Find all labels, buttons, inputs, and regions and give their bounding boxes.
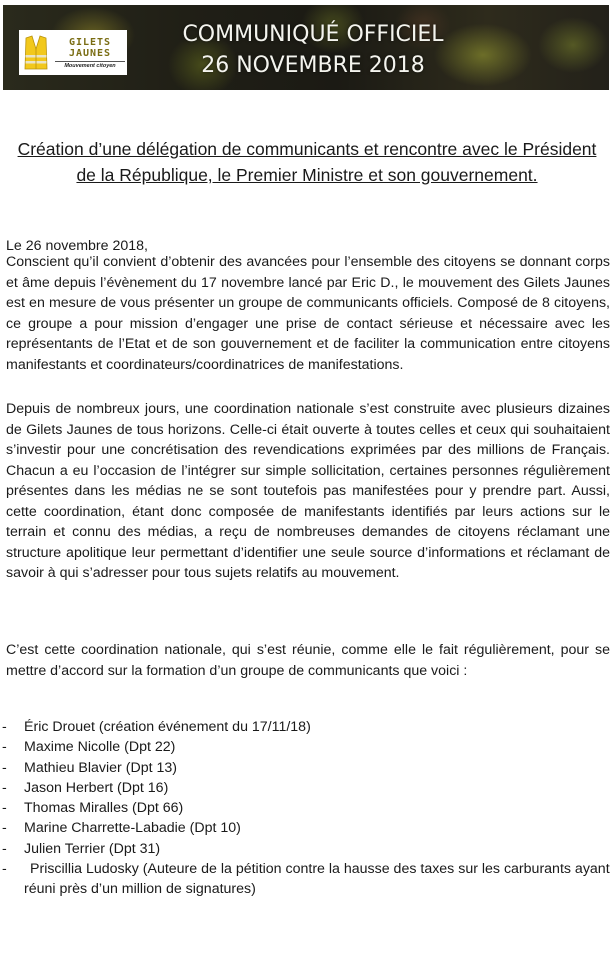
list-item — [0, 839, 610, 859]
list-marker: - — [2, 800, 7, 817]
gilets-jaunes-logo — [19, 30, 127, 75]
banner-title-line2: 26 NOVEMBRE 2018 — [201, 53, 425, 78]
member-name: Thomas Miralles (Dpt 66) — [24, 800, 184, 817]
yellow-vest-icon — [23, 35, 49, 71]
banner-title — [148, 19, 478, 81]
date-line: Le 26 novembre 2018, — [6, 238, 148, 254]
list-item — [0, 717, 610, 737]
list-item — [0, 798, 610, 818]
members-list — [0, 717, 610, 900]
list-item — [0, 859, 610, 900]
list-item — [0, 818, 610, 838]
list-item — [0, 778, 610, 798]
logo-line2: JAUNES — [68, 47, 112, 59]
list-marker: - — [2, 861, 7, 878]
paragraph-list-intro: C’est cette coordination nationale, qui s’est réunie, comme elle le fait régulièrement, pour se mettre d’accord sur la formation d’un groupe de communicants que voici : — [6, 642, 610, 679]
member-name: Jason Herbert (Dpt 16) — [24, 779, 169, 796]
member-name: Maxime Nicolle (Dpt 22) — [24, 739, 176, 756]
member-name: Éric Drouet (création événement du 17/11/18) — [24, 719, 311, 735]
logo-line1: GILETS — [68, 36, 112, 48]
header-banner — [3, 5, 609, 90]
member-name: Julien Terrier (Dpt 31) — [24, 840, 161, 857]
list-marker: - — [2, 759, 7, 776]
list-marker: - — [2, 719, 7, 735]
logo-tagline: Mouvement citoyen — [55, 61, 125, 69]
paragraph-coordination: Depuis de nombreux jours, une coordination nationale s’est construite avec plusieurs dizaines de Gilets Jaunes de tous horizons. Celle-ci était ouverte à toutes celles et ceux qui souhaitaient s’investir pour une concrétisation des revendications exprimées par des millions de Français. Chacun a eu l’occasion de l’intégrer sur simple sollicitation, certaines personnes régulièrement présentes dans les médias ne se sont toutefois pas manifestées pour y prendre part. Aussi, cette coordination, étant donc composée de manifestants identifiés par leurs actions sur le terrain et connu des médias, a reçu de nombreuses demandes de citoyens réclamant une structure apolitique leur permettant d’identifier une seule source d’informations et réclamant de savoir à qui s’adresser pour tous sujets relatifs au mouvement. — [6, 401, 610, 581]
list-marker: - — [2, 820, 7, 837]
document-heading: Création d’une délégation de communicants et rencontre avec le Président de la République, le Premier Ministre et son gouvernement. — [17, 139, 597, 185]
member-name: Priscillia Ludosky (Auteure de la pétition contre la hausse des taxes sur les carburants ayant réuni près d’un million de signatures) — [24, 861, 610, 898]
list-marker: - — [2, 739, 7, 756]
member-name: Mathieu Blavier (Dpt 13) — [24, 759, 177, 776]
list-marker: - — [2, 840, 7, 857]
list-item — [0, 758, 610, 778]
list-item — [0, 737, 610, 757]
paragraph-intro: Conscient qu’il convient d’obtenir des avancées pour l’ensemble des citoyens se donnant corps et âme depuis l’évènement du 17 novembre lancé par Eric D., le mouvement des Gilets Jaunes est en mesure de vous présenter un groupe de communicants officiels. Composé de 8 citoyens, ce groupe a pour mission d’engager une prise de contact sérieuse et nécessaire avec les représentants de l’Etat et de son gouvernement et de faciliter la communication entre citoyens manifestants et coordinateurs/coordinatrices de manifestations. — [6, 254, 610, 373]
banner-title-line1: COMMUNIQUÉ OFFICIEL — [182, 22, 444, 47]
list-marker: - — [2, 779, 7, 796]
member-name: Marine Charrette-Labadie (Dpt 10) — [24, 820, 241, 837]
